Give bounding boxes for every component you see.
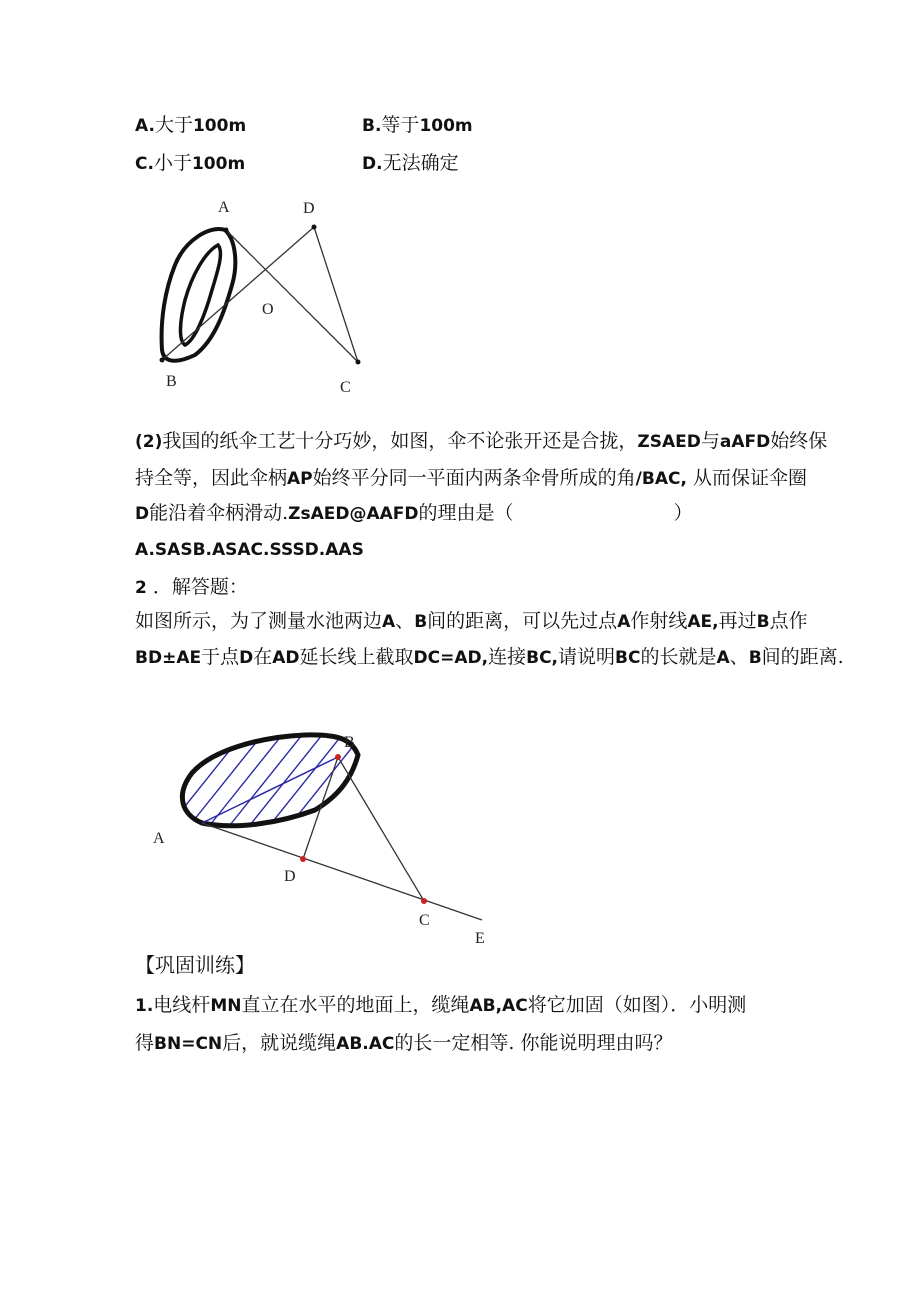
pond-outline <box>162 229 236 361</box>
fig2-label-e: E <box>475 930 485 947</box>
fig2-label-c: C <box>419 912 430 929</box>
practice-1-line-2: 得BN=CN后，就说缆绳AB.AC的长一定相等. 你能说明理由吗？ <box>135 1032 673 1054</box>
figure-pond-crossing <box>140 190 400 405</box>
q2-options: A.SASB.ASAC.SSSD.AAS <box>135 540 364 560</box>
fig1-label-b: B <box>166 373 177 390</box>
problem-line-2: BD±AE于点D在AD延长线上截取DC=AD,连接BC,请说明BC的长就是A、B间的距离. <box>135 646 844 668</box>
option-a: A.大于100m <box>135 114 247 136</box>
option-b: B.等于100m <box>362 114 473 136</box>
consolidate-heading: 【巩固训练】 <box>135 953 255 977</box>
fig1-label-a: A <box>218 199 230 216</box>
fig1-label-o: O <box>262 301 274 318</box>
figure-pond-measure <box>140 715 500 950</box>
fig2-label-a: A <box>153 830 165 847</box>
fig1-label-d: D <box>303 200 315 217</box>
option-d: D.无法确定 <box>362 152 459 174</box>
fig2-label-d: D <box>284 868 296 885</box>
section-2-heading: 2 ．解答题： <box>135 576 248 598</box>
fig1-label-c: C <box>340 379 351 396</box>
practice-1-line-1: 1.电线杆MN直立在水平的地面上，缆绳AB,AC将它加固（如图）．小明测 <box>135 994 747 1016</box>
fig2-label-b: B <box>344 734 355 751</box>
problem-line-1: 如图所示，为了测量水池两边A、B间的距离，可以先过点A作射线AE,再过B点作 <box>135 610 808 632</box>
q2-line-3: D能沿着伞柄滑动.ZsAED@AAFD的理由是（ ） <box>135 502 693 524</box>
q2-line-2: 持全等，因此伞柄AP始终平分同一平面内两条伞骨所成的角/BAC, 从而保证伞圈 <box>135 467 807 489</box>
q2-line-1: (2)我国的纸伞工艺十分巧妙，如图，伞不论张开还是合拢，ZSAED与aAFD始终保 <box>135 430 828 452</box>
option-c: C.小于100m <box>135 152 246 174</box>
